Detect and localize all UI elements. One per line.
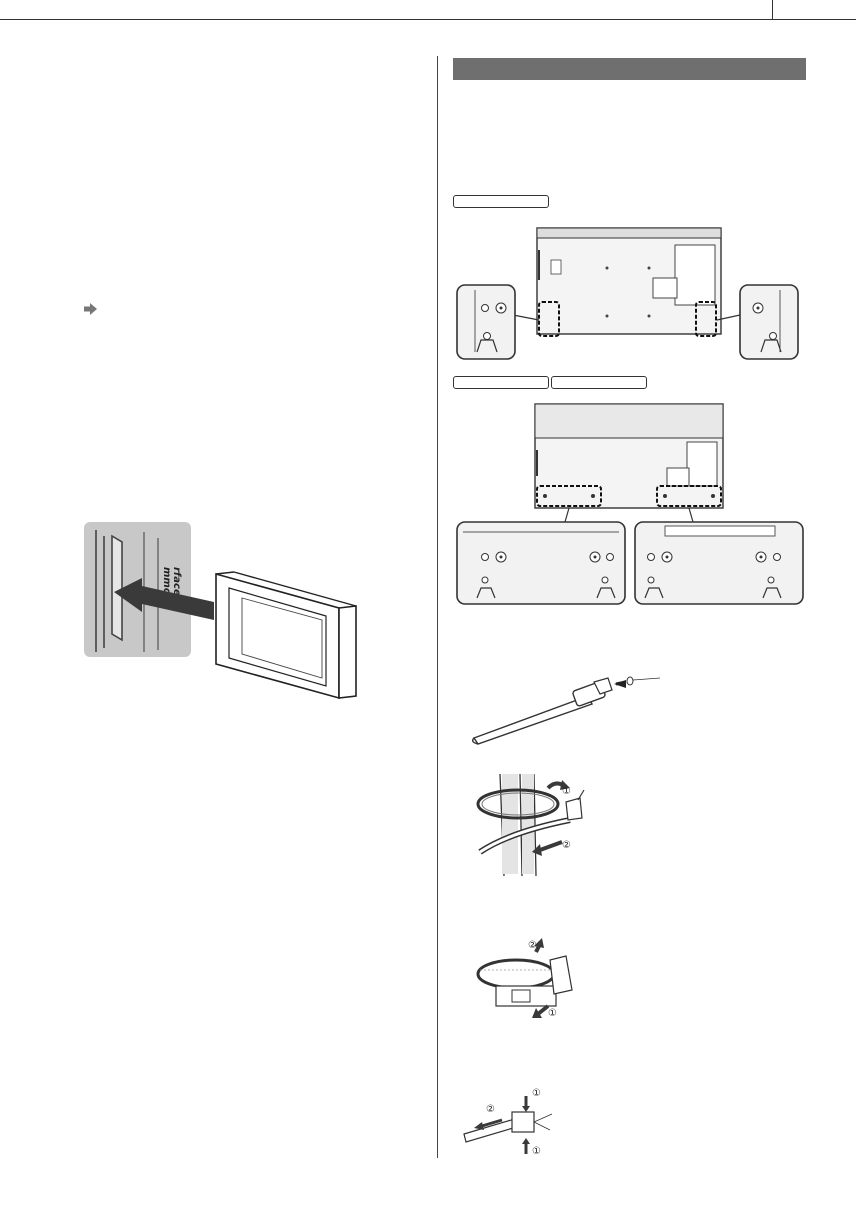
- clamp-step-release-figure: [462, 1082, 572, 1162]
- step-mark: ①: [548, 1008, 557, 1019]
- clamp-step-tighten-figure: [476, 934, 596, 1026]
- step-mark: ①: [562, 786, 571, 797]
- ci-module-figure: [84, 522, 364, 702]
- section-header-bar: [453, 58, 806, 80]
- step-mark: ①: [532, 1088, 541, 1099]
- column-divider: [437, 56, 438, 1158]
- zoom-panel-right: [740, 285, 798, 359]
- step-mark: ②: [562, 840, 571, 851]
- zoom-panel-left: [457, 522, 625, 604]
- step-mark: ②: [528, 940, 537, 951]
- cable-clamp-figure: [470, 668, 670, 748]
- ci-slot-label-line2: rface: [171, 567, 182, 596]
- model-tag: [453, 376, 549, 389]
- ci-slot-label-line1: mmon: [161, 567, 172, 602]
- step-mark: ①: [532, 1146, 541, 1157]
- zoom-panel-right: [635, 522, 803, 604]
- clamp-step-bundle-figure: [470, 772, 610, 882]
- trim-line-horizontal: [0, 19, 856, 20]
- model-tag: [551, 376, 647, 389]
- step-mark: ②: [486, 1104, 495, 1115]
- tv-rear-view-large: [455, 402, 805, 607]
- tv-rear-view-small: [455, 220, 800, 365]
- trim-line-vertical: [772, 0, 773, 20]
- model-tag: [453, 195, 549, 208]
- ci-module-card: [216, 572, 356, 698]
- reference-arrow-icon: [84, 303, 98, 315]
- zoom-panel-left: [457, 285, 515, 359]
